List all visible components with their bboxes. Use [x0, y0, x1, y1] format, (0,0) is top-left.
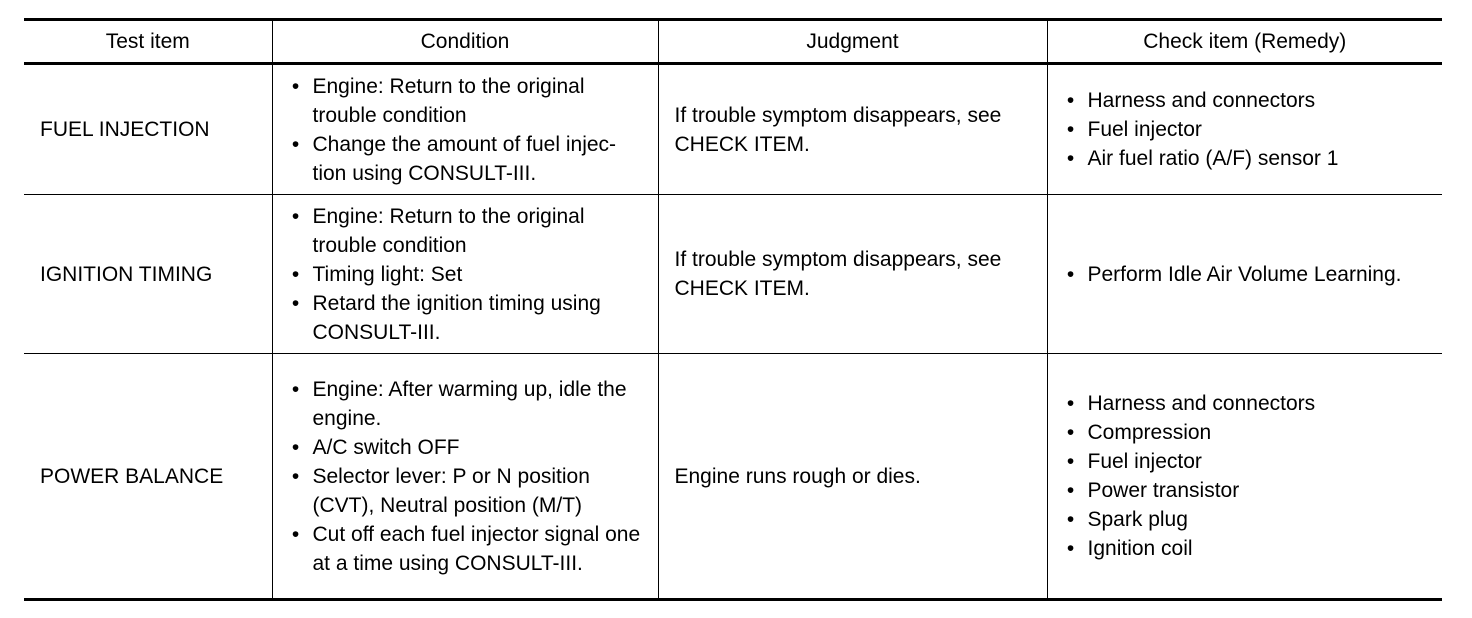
- bullet-icon: •: [1066, 508, 1075, 531]
- condition-text: Change the amount of fuel injec-tion using CONSULT-III.: [312, 132, 617, 185]
- condition-text: Selector lever: P or N position (CVT), Neutral position (M/T): [312, 464, 590, 517]
- condition-item: [289, 462, 648, 520]
- bullet-icon: •: [1066, 450, 1075, 473]
- table-header: [24, 20, 1442, 64]
- check-item-list: [1064, 260, 1433, 289]
- check-item: [1064, 476, 1433, 505]
- check-item: [1064, 505, 1433, 534]
- bullet-icon: •: [1066, 537, 1075, 560]
- check-item-text: Power transistor: [1087, 479, 1240, 502]
- bullet-icon: •: [1066, 89, 1075, 112]
- bullet-icon: •: [291, 204, 300, 228]
- check-item-list: [1064, 389, 1433, 563]
- condition-list: [289, 202, 648, 347]
- condition-text: Engine: Return to the original trouble condition: [312, 204, 585, 257]
- test-item-cell: POWER BALANCE: [24, 354, 272, 600]
- check-item: [1064, 260, 1433, 289]
- condition-item: [289, 130, 648, 188]
- bullet-icon: •: [1066, 147, 1075, 170]
- bullet-icon: •: [291, 262, 300, 286]
- check-item-list: [1064, 86, 1433, 173]
- condition-list: [289, 72, 648, 188]
- check-item-cell: [1047, 354, 1442, 600]
- bullet-icon: •: [1066, 421, 1075, 444]
- check-item: [1064, 534, 1433, 563]
- check-item: [1064, 418, 1433, 447]
- table-row: [24, 354, 1442, 600]
- check-item-text: Harness and connectors: [1087, 89, 1316, 112]
- check-item-text: Compression: [1087, 421, 1212, 444]
- judgment-cell: Engine runs rough or dies.: [658, 354, 1047, 600]
- condition-text: Cut off each fuel injector signal one at a time using CONSULT-III.: [312, 522, 641, 575]
- bullet-icon: •: [291, 291, 300, 315]
- check-item-text: Perform Idle Air Volume Learning.: [1087, 262, 1402, 286]
- condition-text: Engine: Return to the original trouble condition: [312, 74, 585, 127]
- check-item: [1064, 447, 1433, 476]
- check-item-text: Spark plug: [1087, 508, 1188, 531]
- check-item: [1064, 144, 1433, 173]
- bullet-icon: •: [291, 132, 300, 156]
- diagnosis-table: [24, 18, 1442, 601]
- judgment-cell: If trouble symptom disappears, see CHECK ITEM.: [658, 64, 1047, 195]
- bullet-icon: •: [291, 464, 300, 488]
- test-item-cell: IGNITION TIMING: [24, 195, 272, 354]
- header-test-item: Test item: [24, 20, 272, 64]
- condition-item: [289, 433, 648, 462]
- condition-item: [289, 375, 648, 433]
- condition-cell: [272, 64, 658, 195]
- table-row: [24, 64, 1442, 195]
- check-item-text: Harness and connectors: [1087, 392, 1316, 415]
- test-item-cell: FUEL INJECTION: [24, 64, 272, 195]
- check-item-text: Fuel injector: [1087, 450, 1202, 473]
- header-check-item: Check item (Remedy): [1047, 20, 1442, 64]
- condition-item: [289, 72, 648, 130]
- check-item: [1064, 86, 1433, 115]
- header-row: [24, 20, 1442, 64]
- check-item: [1064, 115, 1433, 144]
- check-item-cell: [1047, 195, 1442, 354]
- condition-cell: [272, 195, 658, 354]
- bullet-icon: •: [291, 377, 300, 401]
- check-item: [1064, 389, 1433, 418]
- table-row: [24, 195, 1442, 354]
- bullet-icon: •: [1066, 118, 1075, 141]
- bullet-icon: •: [291, 74, 300, 98]
- condition-item: [289, 289, 648, 347]
- condition-text: Timing light: Set: [312, 262, 463, 286]
- condition-text: Retard the ignition timing using CONSULT-III.: [312, 291, 601, 344]
- check-item-text: Air fuel ratio (A/F) sensor 1: [1087, 147, 1339, 170]
- condition-list: [289, 375, 648, 578]
- condition-text: A/C switch OFF: [312, 435, 460, 459]
- bullet-icon: •: [291, 522, 300, 546]
- check-item-text: Fuel injector: [1087, 118, 1202, 141]
- condition-item: [289, 202, 648, 260]
- condition-item: [289, 520, 648, 578]
- header-judgment: Judgment: [658, 20, 1047, 64]
- bullet-icon: •: [291, 435, 300, 459]
- bullet-icon: •: [1066, 262, 1075, 286]
- check-item-text: Ignition coil: [1087, 537, 1193, 560]
- condition-cell: [272, 354, 658, 600]
- table-body: [24, 64, 1442, 600]
- condition-item: [289, 260, 648, 289]
- bullet-icon: •: [1066, 479, 1075, 502]
- condition-text: Engine: After warming up, idle the engine.: [312, 377, 627, 430]
- bullet-icon: •: [1066, 392, 1075, 415]
- header-condition: Condition: [272, 20, 658, 64]
- judgment-cell: If trouble symptom disappears, see CHECK ITEM.: [658, 195, 1047, 354]
- check-item-cell: [1047, 64, 1442, 195]
